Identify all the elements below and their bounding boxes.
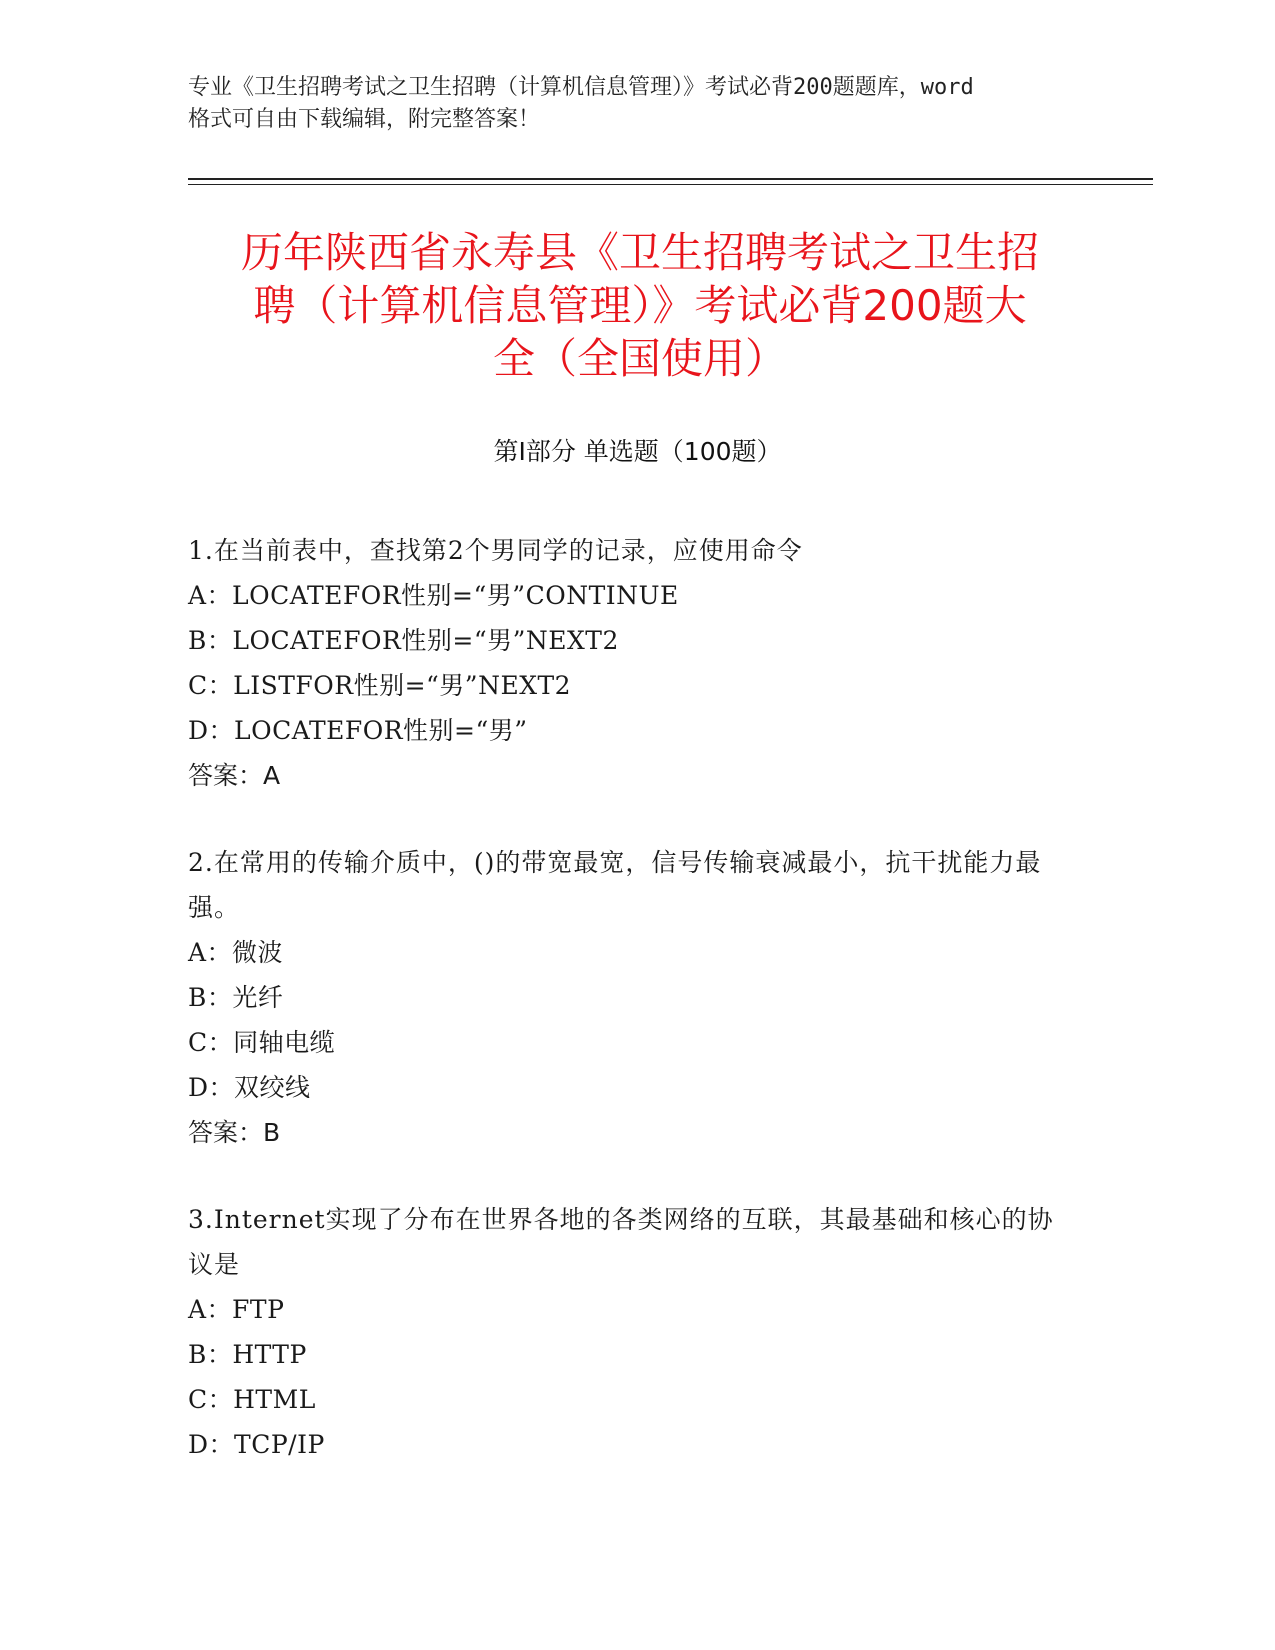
option-d: D：LOCATEFOR性别=“男”	[188, 716, 528, 745]
question-2	[188, 840, 1068, 1155]
header-divider-thick	[188, 178, 1153, 180]
option-d: D：双绞线	[188, 1073, 311, 1102]
option-a: A：微波	[188, 938, 284, 967]
option-a: A：FTP	[188, 1295, 285, 1324]
section-title: 第Ⅰ部分 单选题（100题）	[493, 437, 782, 466]
question-stem: 3.Internet实现了分布在世界各地的各类网络的互联，其最基础和核心的协议是	[188, 1205, 1054, 1279]
header-note-line-2: 格式可自由下载编辑，附完整答案！	[188, 107, 541, 132]
document-title	[190, 226, 1090, 385]
document-title-line-1: 历年陕西省永寿县《卫生招聘考试之卫生招	[240, 228, 1039, 277]
answer-line: 答案：A	[188, 761, 281, 790]
option-a: A：LOCATEFOR性别=“男”CONTINUE	[188, 581, 679, 610]
header-divider-thin	[188, 184, 1153, 185]
option-d: D：TCP/IP	[188, 1430, 325, 1459]
option-c: C：LISTFOR性别=“男”NEXT2	[188, 671, 572, 700]
option-b: B：HTTP	[188, 1340, 307, 1369]
document-title-line-2: 聘（计算机信息管理）》考试必背200题大	[253, 281, 1027, 330]
question-list	[188, 528, 1068, 1509]
option-c: C：同轴电缆	[188, 1028, 336, 1057]
option-c: C：HTML	[188, 1385, 316, 1414]
option-b: B：LOCATEFOR性别=“男”NEXT2	[188, 626, 619, 655]
option-b: B：光纤	[188, 983, 284, 1012]
answer-line: 答案：B	[188, 1118, 281, 1147]
header-note-line-1: 专业《卫生招聘考试之卫生招聘（计算机信息管理）》考试必背200题题库，word	[188, 75, 974, 100]
document-title-line-3: 全（全国使用）	[492, 334, 787, 383]
question-3	[188, 1197, 1068, 1467]
question-stem: 2.在常用的传输介质中，()的带宽最宽，信号传输衰减最小，抗干扰能力最强。	[188, 848, 1042, 922]
header-note	[188, 72, 1088, 136]
question-1	[188, 528, 1068, 798]
question-stem: 1.在当前表中，查找第2个男同学的记录，应使用命令	[188, 536, 803, 565]
